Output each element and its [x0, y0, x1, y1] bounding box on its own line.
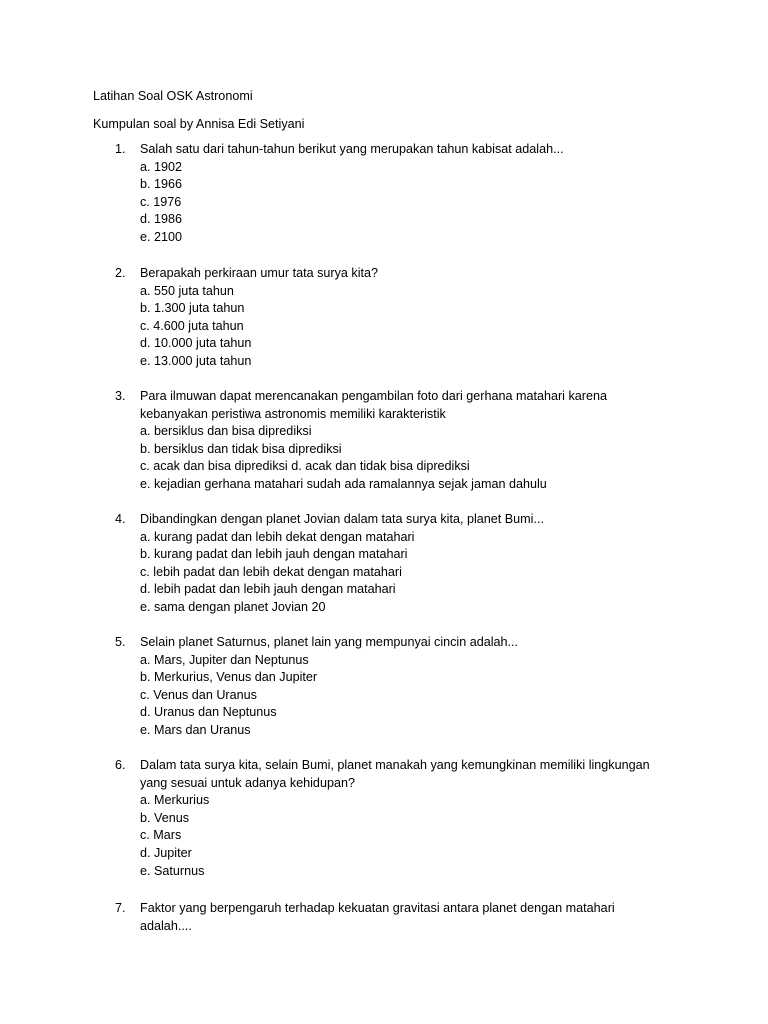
answer-option: e. Saturnus	[140, 863, 205, 878]
question-number: 3.	[115, 389, 126, 403]
answer-option: a. Merkurius	[140, 793, 210, 808]
document-title: Latihan Soal OSK Astronomi	[93, 89, 253, 103]
question-text-line: Selain planet Saturnus, planet lain yang mempunyai cincin adalah...	[140, 635, 519, 649]
answer-option: d. Jupiter	[140, 845, 192, 860]
question-number: 2.	[115, 266, 126, 280]
question-body	[140, 511, 700, 617]
answer-option: b. kurang padat dan lebih jauh dengan matahari	[140, 547, 408, 562]
question-body	[140, 634, 700, 740]
answer-option: b. bersiklus dan tidak bisa diprediksi	[140, 441, 342, 456]
question-text-line: yang sesuai untuk adanya kehidupan?	[140, 775, 355, 790]
answer-option: b. Venus	[140, 810, 190, 825]
answer-option: a. bersiklus dan bisa diprediksi	[140, 424, 312, 439]
question-body	[140, 900, 700, 935]
answer-option: c. 1976	[140, 194, 182, 209]
answer-option: c. lebih padat dan lebih dekat dengan matahari	[140, 564, 402, 579]
question-text-line: Para ilmuwan dapat merencanakan pengambilan foto dari gerhana matahari karena	[140, 389, 607, 403]
answer-option: e. 13.000 juta tahun	[140, 353, 252, 368]
question-text-line: Dalam tata surya kita, selain Bumi, planet manakah yang kemungkinan memiliki lingkungan	[140, 758, 650, 772]
answer-option: e. kejadian gerhana matahari sudah ada ramalannya sejak jaman dahulu	[140, 476, 547, 491]
answer-option: a. kurang padat dan lebih dekat dengan matahari	[140, 529, 415, 544]
question-number: 4.	[115, 512, 126, 526]
question-number: 6.	[115, 758, 126, 772]
answer-option: c. 4.600 juta tahun	[140, 318, 244, 333]
answer-option: b. 1966	[140, 177, 183, 192]
answer-option: e. sama dengan planet Jovian 20	[140, 599, 326, 614]
question-text-line: Dibandingkan dengan planet Jovian dalam tata surya kita, planet Bumi...	[140, 512, 544, 526]
answer-option: b. Merkurius, Venus dan Jupiter	[140, 670, 318, 685]
answer-option: a. Mars, Jupiter dan Neptunus	[140, 652, 309, 667]
answer-option: c. Mars	[140, 828, 182, 843]
answer-option: e. 2100	[140, 229, 183, 244]
answer-option: d. 1986	[140, 212, 183, 227]
answer-option: a. 1902	[140, 159, 183, 174]
author-line: Kumpulan soal by Annisa Edi Setiyani	[93, 117, 305, 131]
question-body	[140, 757, 700, 880]
question-number: 7.	[115, 901, 126, 915]
question-body	[140, 388, 700, 494]
answer-option: d. Uranus dan Neptunus	[140, 705, 277, 720]
answer-option: c. acak dan bisa diprediksi d. acak dan tidak bisa diprediksi	[140, 459, 470, 474]
answer-option: b. 1.300 juta tahun	[140, 301, 245, 316]
question-number: 1.	[115, 142, 126, 156]
answer-option: d. 10.000 juta tahun	[140, 336, 252, 351]
question-text-line: adalah....	[140, 918, 192, 933]
question-text-line: Berapakah perkiraan umur tata surya kita?	[140, 266, 379, 280]
answer-option: e. Mars dan Uranus	[140, 722, 251, 737]
question-text-line: Faktor yang berpengaruh terhadap kekuatan gravitasi antara planet dengan matahari	[140, 901, 615, 915]
question-body	[140, 265, 700, 371]
answer-option: d. lebih padat dan lebih jauh dengan matahari	[140, 582, 396, 597]
question-text-line: kebanyakan peristiwa astronomis memiliki karakteristik	[140, 406, 446, 421]
question-body	[140, 141, 700, 247]
answer-option: c. Venus dan Uranus	[140, 687, 257, 702]
question-number: 5.	[115, 635, 126, 649]
question-text-line: Salah satu dari tahun-tahun berikut yang merupakan tahun kabisat adalah...	[140, 142, 564, 156]
answer-option: a. 550 juta tahun	[140, 283, 234, 298]
